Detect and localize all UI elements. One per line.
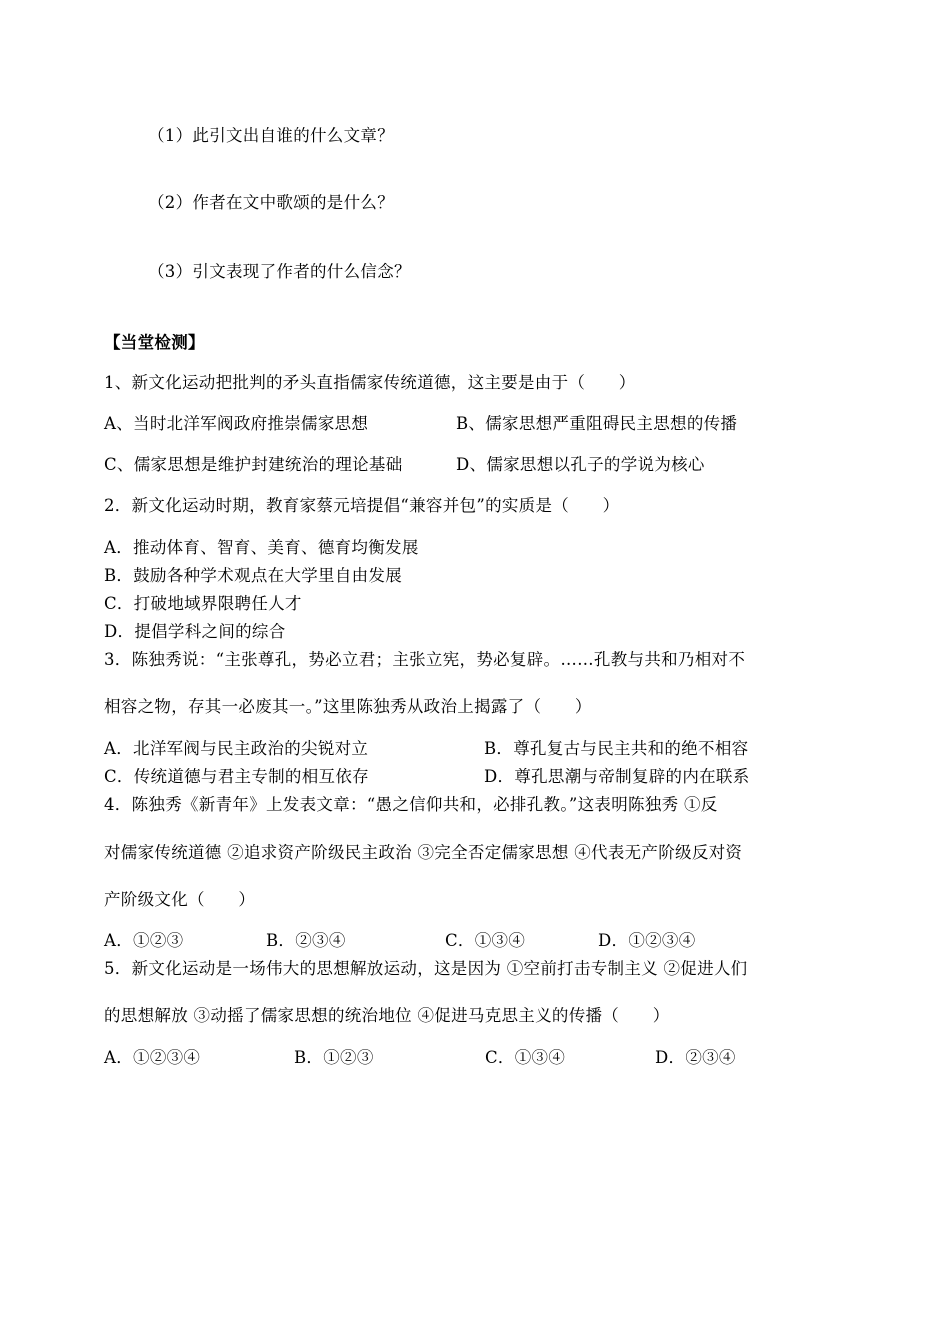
question-3-option-d: D．尊孔思潮与帝制复辟的内在联系 <box>484 767 750 786</box>
question-2-option-d: D．提倡学科之间的综合 <box>104 622 286 641</box>
question-5-option-c: C．①③④ <box>485 1048 566 1067</box>
question-5-stem-line-2: 的思想解放 ③动摇了儒家思想的统治地位 ④促进马克思主义的传播（ ） <box>104 1006 670 1025</box>
question-1-option-b: B、儒家思想严重阻碍民主思想的传播 <box>456 414 738 433</box>
question-3-stem-line-1: 3．陈独秀说：“主张尊孔，势必立君；主张立宪，势必复辟。……孔教与共和乃相对不 <box>104 650 746 669</box>
question-2-option-c: C．打破地域界限聘任人才 <box>104 594 302 613</box>
question-4-stem-line-3: 产阶级文化（ ） <box>104 890 256 909</box>
question-1-stem: 1、新文化运动把批判的矛头直指儒家传统道德，这主要是由于（ ） <box>104 373 636 392</box>
question-5-stem-line-1: 5．新文化运动是一场伟大的思想解放运动，这是因为 ①空前打击专制主义 ②促进人们 <box>104 959 748 978</box>
intro-question-2: （2）作者在文中歌颂的是什么？ <box>148 193 394 212</box>
question-5-option-a: A．①②③④ <box>104 1048 201 1067</box>
intro-question-1: （1）此引文出自谁的什么文章？ <box>148 126 394 145</box>
question-5-option-b: B．①②③ <box>294 1048 374 1067</box>
question-5-option-d: D．②③④ <box>655 1048 736 1067</box>
question-4-option-b: B．②③④ <box>266 931 346 950</box>
question-4-stem-line-2: 对儒家传统道德 ②追求资产阶级民主政治 ③完全否定儒家思想 ④代表无产阶级反对资 <box>104 843 743 862</box>
question-1-option-d: D、儒家思想以孔子的学说为核心 <box>456 455 705 474</box>
question-2-stem: 2．新文化运动时期，教育家蔡元培提倡“兼容并包”的实质是（ ） <box>104 496 620 515</box>
question-4-option-c: C．①③④ <box>445 931 526 950</box>
intro-question-3: （3）引文表现了作者的什么信念？ <box>148 262 411 281</box>
section-heading: 【当堂检测】 <box>104 333 205 352</box>
question-3-option-a: A．北洋军阀与民主政治的尖锐对立 <box>104 739 369 758</box>
question-4-stem-line-1: 4．陈独秀《新青年》上发表文章：“愚之信仰共和，必排孔教。”这表明陈独秀 ①反 <box>104 795 718 814</box>
question-4-option-a: A．①②③ <box>104 931 184 950</box>
question-2-option-a: A．推动体育、智育、美育、德育均衡发展 <box>104 538 419 557</box>
question-4-option-d: D．①②③④ <box>598 931 696 950</box>
question-3-stem-line-2: 相容之物，存其一必废其一。”这里陈独秀从政治上揭露了（ ） <box>104 697 592 716</box>
question-1-option-c: C、儒家思想是维护封建统治的理论基础 <box>104 455 403 474</box>
question-1-option-a: A、当时北洋军阀政府推崇儒家思想 <box>104 414 369 433</box>
question-3-option-c: C．传统道德与君主专制的相互依存 <box>104 767 369 786</box>
question-2-option-b: B．鼓励各种学术观点在大学里自由发展 <box>104 566 403 585</box>
question-3-option-b: B．尊孔复古与民主共和的绝不相容 <box>484 739 749 758</box>
